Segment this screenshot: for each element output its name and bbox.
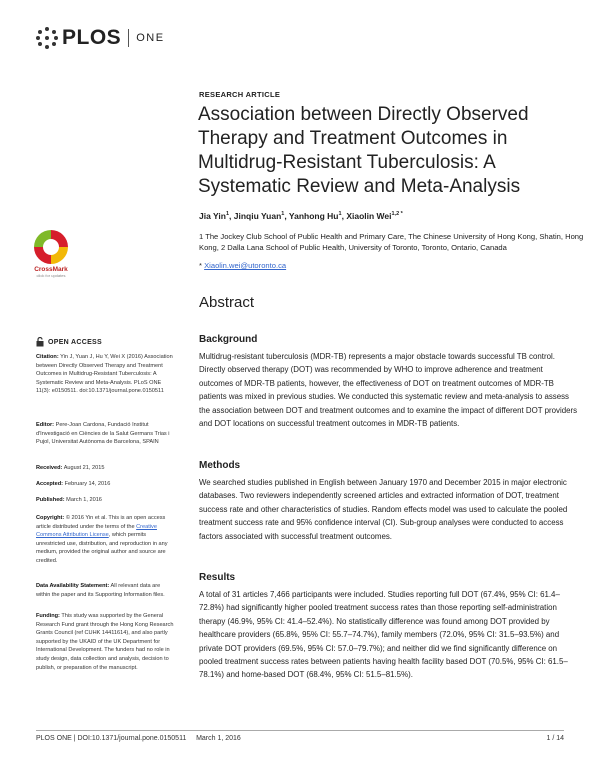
crossmark-badge[interactable] <box>32 230 70 290</box>
crossmark-label: CrossMark <box>34 266 68 273</box>
copyright-block: Copyright: © 2016 Yin et al. This is an open access article distributed under the terms of the Creative Commons Attribution License, which permits unrestricted use, distribution, and reproduction in any medium, provided the original author and source are credited. <box>36 515 168 564</box>
author-list: Jia Yin$^1$, Jinqiu Yuan$^1$, Yanhong Hu$^1$, Xiaolin Wei$^{1,2 *}$ <box>199 211 403 221</box>
open-lock-icon <box>36 337 44 347</box>
footer-divider <box>36 730 564 731</box>
open-access-label: OPEN ACCESS <box>36 337 102 347</box>
author[interactable]: Xiaolin Wei$^{1,2 *}$ <box>346 211 403 221</box>
abstract-heading: Abstract <box>199 294 255 311</box>
methods-heading: Methods <box>199 460 241 471</box>
plos-dots-icon <box>36 27 58 49</box>
corresponding-email: * Xiaolin.wei@utoronto.ca <box>199 261 287 270</box>
citation-block: Citation: Yin J, Yuan J, Hu Y, Wei X (2016) Association between Directly Observed Therapy and Treatment Outcomes in Multidrug-Resistant Tuberculosis: A Systematic Review and Meta-Analysis. PLoS ONE 11(3): e0150511. doi:10.1371/journal.pone.0150511 <box>36 354 173 395</box>
email-link[interactable]: Xiaolin.wei@utoronto.ca <box>204 261 287 270</box>
published-date: Published: March 1, 2016 <box>36 497 102 503</box>
crossmark-sub: click for updates <box>36 273 66 278</box>
received-date: Received: August 21, 2015 <box>36 465 105 471</box>
license-link[interactable]: Creative Commons Attribution License <box>36 523 157 539</box>
page-number: 1 / 14 <box>546 735 564 742</box>
results-heading: Results <box>199 572 236 583</box>
author[interactable]: Jia Yin$^1$ <box>199 211 229 221</box>
editor-block: Editor: Pere-Joan Cardona, Fundació Institut d'Investigació en Ciències de la Salut Germans Trias i Pujol, Universitat Autònoma de Barcelona, SPAIN <box>36 422 170 446</box>
methods-text: We searched studies published in English between January 1970 and December 2015 in major electronic databases. Two reviewers independently screened articles and extracted information of DOT, treatment success rate and other characteristics of studies. Random effects model was used to calculate the pooled treatment success rate and 95% confidence interval (CI). Sub-group analyses were conducted to access factors associated with successful treatment outcomes. <box>199 478 568 541</box>
crossmark-icon <box>34 230 68 264</box>
funding-block: Funding: This study was supported by the General Research Fund grant through the Hong Kong Research Grants Council (ref CUHK 14411614), and also partly supported by the UKAID of the UK Department for International Development. The funders had no role in study design, data collection and analysis, decision to publish, or preparation of the manuscript. <box>36 613 174 671</box>
background-text: Multidrug-resistant tuberculosis (MDR-TB) represents a major obstacle towards successful TB control. Directly observed therapy (DOT) was recommended by WHO to improve adherence and treatment outcomes of MDR-TB patients, however, the effectiveness of DOT on treatment outcomes of MDR-TB patients was mixed in previous studies. We conducted this systematic review and meta-analysis to assess the association between DOT and treatment outcomes and to examine the impact of different DOT providers and DOT locations on successful treatment outcomes in MDR-TB patients. <box>199 352 578 429</box>
data-availability-block: Data Availability Statement: All relevant data are within the paper and its Supporting Information files. <box>36 583 165 598</box>
author[interactable]: Yanhong Hu$^1$ <box>288 211 342 221</box>
affiliations: 1 The Jockey Club School of Public Health and Primary Care, The Chinese University of Hong Kong, Shatin, Hong Kong, 2 Dalla Lana School of Public Health, University of Toronto, Toronto, Ontario, Canada <box>199 232 584 252</box>
logo-divider <box>128 29 129 47</box>
journal-logo[interactable] <box>36 22 165 54</box>
article-type: RESEARCH ARTICLE <box>199 90 281 99</box>
footer-citation: PLOS ONE | DOI:10.1371/journal.pone.0150511 March 1, 2016 <box>36 735 241 742</box>
journal-suffix: ONE <box>136 32 165 44</box>
author[interactable]: Jinqiu Yuan$^1$ <box>233 211 285 221</box>
results-text: A total of 31 articles 7,466 participants were included. Studies reporting full DOT (67.4%, 95% CI: 61.4–72.8%) had significantly higher pooled treatment success rates than those reporting self-administration therapy (46.9%, 95% CI: 41.4–52.4%). No statistically difference was found among DOT provided by healthcare providers (65.8%, 95% CI: 55.7–74.7%), family members (72.0%, 95% CI: 31.5–93.5%) and private DOT providers (69.5%, 95% CI: 57.0–79.7%); and neither did we find significantly difference on pooled treatment success rates between patients having health facility based DOT (70.5%, 95% CI: 61.5–78.1%) and home-based DOT (68.4%, 95% CI: 51.5–81.5%). <box>199 590 568 680</box>
accepted-date: Accepted: February 14, 2016 <box>36 481 111 487</box>
journal-name: PLOS <box>62 26 122 49</box>
background-heading: Background <box>199 334 258 345</box>
article-title: Association between Directly Observed Therapy and Treatment Outcomes in Multidrug-Resistant Tuberculosis: A Systematic Review and Meta-Analysis <box>198 104 529 197</box>
